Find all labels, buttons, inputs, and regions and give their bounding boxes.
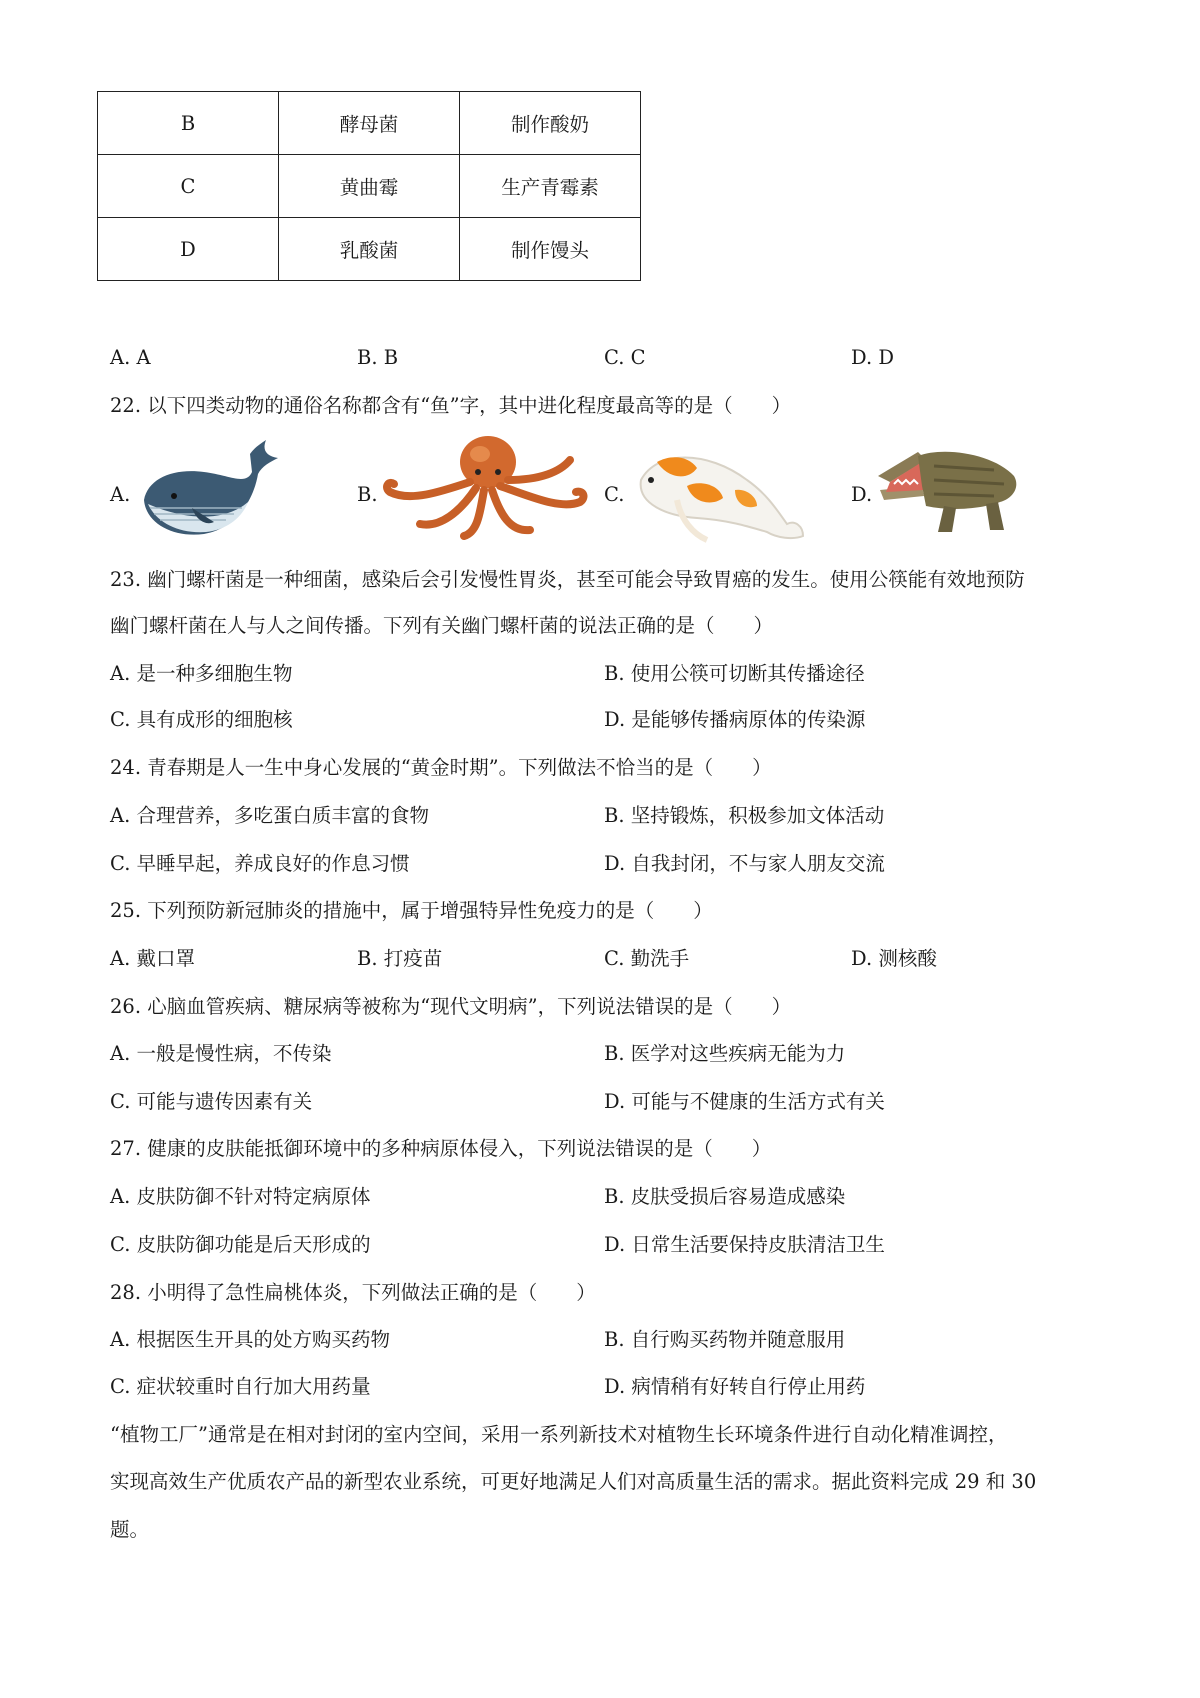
q23-option-b[interactable]: B. 使用公筷可切断其传播途径 — [604, 662, 865, 685]
table-cell: 酵母菌 — [279, 92, 460, 155]
q21-option-c[interactable]: C. C — [604, 346, 646, 369]
table-cell: D — [98, 218, 279, 281]
whale-image[interactable] — [134, 438, 280, 540]
q25-stem: 25. 下列预防新冠肺炎的措施中，属于增强特异性免疫力的是（ ） — [110, 899, 713, 922]
q24-option-c[interactable]: C. 早睡早起，养成良好的作息习惯 — [110, 852, 410, 875]
q23-option-c[interactable]: C. 具有成形的细胞核 — [110, 708, 293, 731]
table-cell: 生产青霉素 — [460, 155, 641, 218]
q26-stem: 26. 心脑血管疾病、糖尿病等被称为“现代文明病”，下列说法错误的是（ ） — [110, 995, 792, 1018]
q21-option-b[interactable]: B. B — [357, 346, 399, 369]
q26-option-a[interactable]: A. 一般是慢性病，不传染 — [110, 1042, 332, 1065]
q23-option-d[interactable]: D. 是能够传播病原体的传染源 — [604, 708, 866, 731]
q22-label-b[interactable]: B. — [357, 483, 378, 506]
q26-option-c[interactable]: C. 可能与遗传因素有关 — [110, 1090, 313, 1113]
crocodile-image[interactable] — [874, 446, 1020, 536]
q23-stem-line2: 幽门螺杆菌在人与人之间传播。下列有关幽门螺杆菌的说法正确的是（ ） — [110, 614, 774, 637]
table-row — [98, 218, 641, 281]
q28-option-a[interactable]: A. 根据医生开具的处方购买药物 — [110, 1328, 390, 1351]
table-row — [98, 92, 641, 155]
q24-option-a[interactable]: A. 合理营养，多吃蛋白质丰富的食物 — [110, 804, 429, 827]
q23-option-a[interactable]: A. 是一种多细胞生物 — [110, 662, 293, 685]
q27-option-d[interactable]: D. 日常生活要保持皮肤清洁卫生 — [604, 1233, 885, 1256]
q27-stem: 27. 健康的皮肤能抵御环境中的多种病原体侵入，下列说法错误的是（ ） — [110, 1137, 772, 1160]
passage-line-2: 实现高效生产优质农产品的新型农业系统，可更好地满足人们对高质量生活的需求。据此资料完成 29 和 30 — [110, 1470, 1037, 1493]
table-cell: 黄曲霉 — [279, 155, 460, 218]
table-row — [98, 155, 641, 218]
q22-label-c[interactable]: C. — [604, 483, 625, 506]
q24-option-d[interactable]: D. 自我封闭，不与家人朋友交流 — [604, 852, 885, 875]
table-cell: 乳酸菌 — [279, 218, 460, 281]
table-cell: C — [98, 155, 279, 218]
q28-stem: 28. 小明得了急性扁桃体炎，下列做法正确的是（ ） — [110, 1281, 596, 1304]
q23-stem-line1: 23. 幽门螺杆菌是一种细菌，感染后会引发慢性胃炎，甚至可能会导致胃癌的发生。使用公筷能有效地预防 — [110, 568, 1025, 591]
q25-option-b[interactable]: B. 打疫苗 — [357, 947, 443, 970]
q24-option-b[interactable]: B. 坚持锻炼，积极参加文体活动 — [604, 804, 885, 827]
q26-option-b[interactable]: B. 医学对这些疾病无能为力 — [604, 1042, 846, 1065]
q22-label-a[interactable]: A. — [110, 483, 131, 506]
q22-label-d[interactable]: D. — [851, 483, 873, 506]
table-cell: 制作馒头 — [460, 218, 641, 281]
q28-option-c[interactable]: C. 症状较重时自行加大用药量 — [110, 1375, 371, 1398]
q21-option-d[interactable]: D. D — [851, 346, 894, 369]
octopus-image[interactable] — [380, 432, 590, 542]
table-cell: 制作酸奶 — [460, 92, 641, 155]
q22-stem: 22. 以下四类动物的通俗名称都含有“鱼”字，其中进化程度最高等的是（ ） — [110, 394, 792, 417]
q28-option-b[interactable]: B. 自行购买药物并随意服用 — [604, 1328, 846, 1351]
q27-option-a[interactable]: A. 皮肤防御不针对特定病原体 — [110, 1185, 371, 1208]
koi-fish-image[interactable] — [627, 440, 805, 544]
q25-option-a[interactable]: A. 戴口罩 — [110, 947, 195, 970]
passage-line-1: “植物工厂”通常是在相对封闭的室内空间，采用一系列新技术对植物生长环境条件进行自动化精准调控， — [110, 1423, 1008, 1446]
q25-option-c[interactable]: C. 勤洗手 — [604, 947, 690, 970]
q27-option-b[interactable]: B. 皮肤受损后容易造成感染 — [604, 1185, 846, 1208]
q27-option-c[interactable]: C. 皮肤防御功能是后天形成的 — [110, 1233, 371, 1256]
q24-stem: 24. 青春期是人一生中身心发展的“黄金时期”。下列做法不恰当的是（ ） — [110, 756, 772, 779]
q26-option-d[interactable]: D. 可能与不健康的生活方式有关 — [604, 1090, 885, 1113]
q28-option-d[interactable]: D. 病情稍有好转自行停止用药 — [604, 1375, 866, 1398]
microbe-use-table — [97, 91, 641, 281]
q25-option-d[interactable]: D. 测核酸 — [851, 947, 937, 970]
q21-option-a[interactable]: A. A — [110, 346, 151, 369]
table-cell: B — [98, 92, 279, 155]
passage-line-3: 题。 — [110, 1518, 150, 1541]
